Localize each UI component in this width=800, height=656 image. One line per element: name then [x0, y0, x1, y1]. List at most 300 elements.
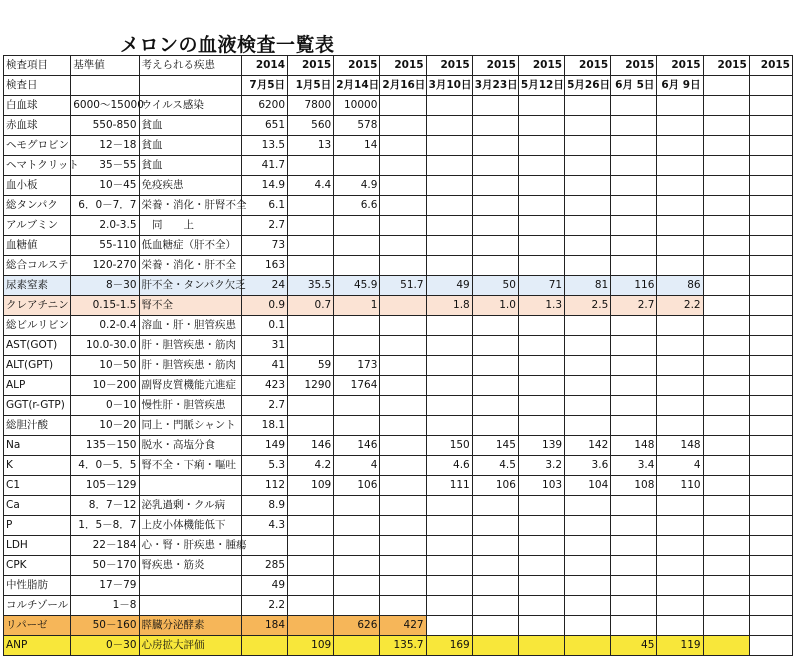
result-cell: 13	[288, 136, 334, 156]
result-cell	[472, 156, 518, 176]
table-row	[4, 136, 793, 156]
result-cell	[749, 596, 792, 616]
result-cell	[703, 156, 749, 176]
result-cell	[288, 216, 334, 236]
result-cell	[703, 616, 749, 636]
table-row	[4, 416, 793, 436]
result-cell	[472, 376, 518, 396]
result-cell	[426, 96, 472, 116]
result-cell	[749, 476, 792, 496]
result-cell	[472, 536, 518, 556]
result-cell	[288, 576, 334, 596]
standard-range: 50－160	[71, 616, 139, 636]
result-cell: 149	[241, 436, 287, 456]
test-item-name: LDH	[4, 536, 71, 556]
result-cell: 59	[288, 356, 334, 376]
result-cell	[426, 536, 472, 556]
table-row	[4, 536, 793, 556]
result-cell: 2.7	[241, 396, 287, 416]
result-cell: 119	[657, 636, 703, 656]
standard-range: 35－55	[71, 156, 139, 176]
result-cell	[657, 196, 703, 216]
test-item-name: ヘマトクリット	[4, 156, 71, 176]
result-cell	[657, 576, 703, 596]
result-cell	[241, 636, 287, 656]
test-item-name: Na	[4, 436, 71, 456]
result-cell: 2.5	[565, 296, 611, 316]
result-cell	[426, 116, 472, 136]
date-cell: 5月12日	[518, 76, 564, 96]
result-cell	[749, 276, 792, 296]
result-cell	[703, 236, 749, 256]
date-cell	[749, 76, 792, 96]
table-row	[4, 316, 793, 336]
result-cell	[703, 296, 749, 316]
result-cell	[749, 496, 792, 516]
result-cell	[749, 296, 792, 316]
result-cell	[703, 136, 749, 156]
result-cell	[749, 136, 792, 156]
table-row	[4, 176, 793, 196]
result-cell: 423	[241, 376, 287, 396]
result-cell	[703, 276, 749, 296]
result-cell	[518, 316, 564, 336]
result-cell	[565, 616, 611, 636]
standard-range: 0－10	[71, 396, 139, 416]
result-cell	[657, 136, 703, 156]
table-row	[4, 636, 793, 656]
result-cell	[611, 596, 657, 616]
result-cell: 1	[334, 296, 380, 316]
result-cell	[703, 116, 749, 136]
result-cell	[565, 176, 611, 196]
result-cell	[334, 236, 380, 256]
year-cell: 2015	[426, 56, 472, 76]
result-cell: 1.3	[518, 296, 564, 316]
result-cell	[657, 156, 703, 176]
possible-disease: 脱水・高塩分食	[139, 436, 241, 456]
result-cell	[703, 96, 749, 116]
result-cell	[426, 316, 472, 336]
result-cell	[565, 336, 611, 356]
table-row	[4, 96, 793, 116]
standard-range: 10.0-30.0	[71, 336, 139, 356]
result-cell	[334, 536, 380, 556]
result-cell: 10000	[334, 96, 380, 116]
test-item-name: ANP	[4, 636, 71, 656]
result-cell	[749, 356, 792, 376]
result-cell: 71	[518, 276, 564, 296]
table-row	[4, 396, 793, 416]
result-cell	[380, 436, 426, 456]
result-cell	[472, 336, 518, 356]
standard-range: 10－20	[71, 416, 139, 436]
result-cell	[657, 596, 703, 616]
result-cell: 651	[241, 116, 287, 136]
result-cell	[611, 136, 657, 156]
result-cell	[657, 336, 703, 356]
result-cell: 2.2	[241, 596, 287, 616]
date-cell: 6月 9日	[657, 76, 703, 96]
standard-range: 2.0-3.5	[71, 216, 139, 236]
result-cell	[565, 216, 611, 236]
result-cell	[657, 496, 703, 516]
result-cell	[472, 416, 518, 436]
possible-disease: 同上・門脈シャント	[139, 416, 241, 436]
result-cell	[380, 96, 426, 116]
result-cell	[703, 436, 749, 456]
result-cell	[380, 516, 426, 536]
result-cell	[334, 216, 380, 236]
header-test-date: 検査日	[4, 76, 71, 96]
result-cell: 24	[241, 276, 287, 296]
result-cell	[565, 136, 611, 156]
result-cell: 116	[611, 276, 657, 296]
standard-range: 1．5－8．7	[71, 516, 139, 536]
result-cell	[749, 456, 792, 476]
result-cell	[611, 556, 657, 576]
result-cell	[703, 496, 749, 516]
result-cell	[611, 376, 657, 396]
result-cell	[611, 336, 657, 356]
result-cell	[703, 196, 749, 216]
result-cell	[703, 396, 749, 416]
date-cell: 5月26日	[565, 76, 611, 96]
result-cell	[657, 316, 703, 336]
result-cell: 86	[657, 276, 703, 296]
result-cell: 109	[288, 476, 334, 496]
possible-disease: 栄養・消化・肝不全	[139, 256, 241, 276]
result-cell: 41.7	[241, 156, 287, 176]
table-row	[4, 496, 793, 516]
result-cell	[288, 536, 334, 556]
standard-range: 0.2-0.4	[71, 316, 139, 336]
result-cell	[749, 156, 792, 176]
result-cell: 142	[565, 436, 611, 456]
standard-range: 55-110	[71, 236, 139, 256]
year-cell: 2015	[472, 56, 518, 76]
year-cell: 2015	[288, 56, 334, 76]
header-row-year	[4, 56, 793, 76]
table-row	[4, 236, 793, 256]
result-cell: 103	[518, 476, 564, 496]
result-cell: 0.1	[241, 316, 287, 336]
result-cell	[611, 96, 657, 116]
test-item-name: 赤血球	[4, 116, 71, 136]
result-cell: 4.9	[334, 176, 380, 196]
result-cell	[611, 256, 657, 276]
result-cell: 104	[565, 476, 611, 496]
result-cell	[565, 556, 611, 576]
result-cell: 4.2	[288, 456, 334, 476]
standard-range: 6000～15000	[71, 96, 139, 116]
test-item-name: 血小板	[4, 176, 71, 196]
result-cell: 169	[426, 636, 472, 656]
result-cell	[703, 516, 749, 536]
result-cell: 110	[657, 476, 703, 496]
result-cell: 1.0	[472, 296, 518, 316]
result-cell: 13.5	[241, 136, 287, 156]
year-cell: 2015	[703, 56, 749, 76]
standard-range: 10－45	[71, 176, 139, 196]
result-cell	[472, 356, 518, 376]
result-cell	[241, 536, 287, 556]
possible-disease: 心房拡大評価	[139, 636, 241, 656]
result-cell	[472, 636, 518, 656]
result-cell	[611, 176, 657, 196]
result-cell	[426, 336, 472, 356]
table-row	[4, 376, 793, 396]
result-cell	[518, 156, 564, 176]
standard-range: 1－8	[71, 596, 139, 616]
result-cell	[703, 176, 749, 196]
result-cell: 146	[288, 436, 334, 456]
result-cell: 3.6	[565, 456, 611, 476]
result-cell	[657, 396, 703, 416]
result-cell: 626	[334, 616, 380, 636]
result-cell	[472, 396, 518, 416]
result-cell	[657, 256, 703, 276]
standard-range: 17－79	[71, 576, 139, 596]
result-cell	[749, 536, 792, 556]
result-cell	[565, 156, 611, 176]
result-cell	[611, 116, 657, 136]
possible-disease: 肝・胆管疾患・筋肉	[139, 356, 241, 376]
result-cell	[288, 416, 334, 436]
result-cell: 6.1	[241, 196, 287, 216]
result-cell: 111	[426, 476, 472, 496]
result-cell	[518, 536, 564, 556]
year-cell: 2015	[749, 56, 792, 76]
result-cell	[657, 376, 703, 396]
result-cell	[334, 556, 380, 576]
table-row	[4, 356, 793, 376]
date-cell: 3月10日	[426, 76, 472, 96]
result-cell: 5.3	[241, 456, 287, 476]
result-cell	[426, 556, 472, 576]
result-cell	[749, 216, 792, 236]
result-cell	[380, 556, 426, 576]
result-cell	[380, 416, 426, 436]
result-cell: 7800	[288, 96, 334, 116]
result-cell	[334, 336, 380, 356]
result-cell	[703, 476, 749, 496]
test-item-name: 総ビルリビン	[4, 316, 71, 336]
result-cell	[518, 556, 564, 576]
result-cell	[611, 196, 657, 216]
result-cell	[565, 576, 611, 596]
table-row	[4, 576, 793, 596]
test-item-name: GGT(r-GTP)	[4, 396, 71, 416]
result-cell	[472, 496, 518, 516]
possible-disease: 上皮小体機能低下	[139, 516, 241, 536]
result-cell	[611, 236, 657, 256]
test-item-name: 尿素窒素	[4, 276, 71, 296]
result-cell	[426, 516, 472, 536]
header-disease: 考えられる疾患	[139, 56, 241, 76]
result-cell	[288, 316, 334, 336]
test-item-name: CPK	[4, 556, 71, 576]
result-cell: 49	[426, 276, 472, 296]
standard-range: 10－200	[71, 376, 139, 396]
table-row	[4, 336, 793, 356]
result-cell	[334, 516, 380, 536]
date-cell: 2月16日	[380, 76, 426, 96]
result-cell	[565, 596, 611, 616]
result-cell	[611, 316, 657, 336]
result-cell	[288, 556, 334, 576]
result-cell	[334, 636, 380, 656]
result-cell	[472, 216, 518, 236]
result-cell	[426, 216, 472, 236]
result-cell	[518, 516, 564, 536]
test-item-name: K	[4, 456, 71, 476]
result-cell	[518, 596, 564, 616]
test-item-name: 総タンパク	[4, 196, 71, 216]
table-row	[4, 276, 793, 296]
header-blank	[139, 76, 241, 96]
possible-disease: 泌乳過剰・クル病	[139, 496, 241, 516]
result-cell	[472, 256, 518, 276]
result-cell	[472, 556, 518, 576]
result-cell	[426, 596, 472, 616]
result-cell: 139	[518, 436, 564, 456]
result-cell	[703, 256, 749, 276]
result-cell	[703, 416, 749, 436]
result-cell	[426, 156, 472, 176]
table-row	[4, 556, 793, 576]
result-cell	[380, 116, 426, 136]
result-cell	[426, 576, 472, 596]
result-cell	[657, 236, 703, 256]
result-cell	[657, 556, 703, 576]
possible-disease: 貧血	[139, 116, 241, 136]
result-cell	[472, 176, 518, 196]
test-item-name: P	[4, 516, 71, 536]
test-item-name: コルチゾール	[4, 596, 71, 616]
result-cell	[334, 596, 380, 616]
test-item-name: アルブミン	[4, 216, 71, 236]
possible-disease	[139, 596, 241, 616]
result-cell	[657, 616, 703, 636]
result-cell	[749, 436, 792, 456]
result-cell: 6200	[241, 96, 287, 116]
result-cell: 0.7	[288, 296, 334, 316]
result-cell	[472, 576, 518, 596]
result-cell	[426, 496, 472, 516]
standard-range: 135－150	[71, 436, 139, 456]
result-cell	[703, 336, 749, 356]
result-cell	[380, 396, 426, 416]
result-cell	[518, 376, 564, 396]
result-cell	[426, 396, 472, 416]
result-cell: 2.7	[611, 296, 657, 316]
result-cell	[657, 116, 703, 136]
result-cell	[518, 96, 564, 116]
result-cell	[426, 196, 472, 216]
table-row	[4, 436, 793, 456]
possible-disease: 腎不全	[139, 296, 241, 316]
possible-disease: 栄養・消化・肝腎不全	[139, 196, 241, 216]
result-cell: 148	[657, 436, 703, 456]
header-item: 検査項目	[4, 56, 71, 76]
result-cell	[426, 376, 472, 396]
result-cell: 285	[241, 556, 287, 576]
result-cell: 135.7	[380, 636, 426, 656]
result-cell	[749, 636, 792, 656]
result-cell	[565, 496, 611, 516]
result-cell: 0.9	[241, 296, 287, 316]
result-cell	[749, 336, 792, 356]
result-cell	[518, 496, 564, 516]
year-cell: 2015	[565, 56, 611, 76]
possible-disease	[139, 576, 241, 596]
result-cell	[749, 196, 792, 216]
result-cell	[703, 376, 749, 396]
test-item-name: ヘモグロビン	[4, 136, 71, 156]
standard-range: 50－170	[71, 556, 139, 576]
result-cell	[703, 536, 749, 556]
result-cell	[518, 176, 564, 196]
result-cell	[426, 356, 472, 376]
result-cell	[472, 596, 518, 616]
result-cell	[334, 156, 380, 176]
table-row	[4, 616, 793, 636]
test-item-name: AST(GOT)	[4, 336, 71, 356]
result-cell: 150	[426, 436, 472, 456]
result-cell	[288, 256, 334, 276]
result-cell	[565, 236, 611, 256]
result-cell	[288, 496, 334, 516]
result-cell	[749, 256, 792, 276]
result-cell	[611, 356, 657, 376]
test-item-name: 総胆汁酸	[4, 416, 71, 436]
result-cell: 4	[334, 456, 380, 476]
result-cell	[334, 316, 380, 336]
result-cell	[380, 376, 426, 396]
result-cell	[472, 96, 518, 116]
result-cell	[518, 416, 564, 436]
possible-disease: 肝・胆管疾患・筋肉	[139, 336, 241, 356]
result-cell	[380, 476, 426, 496]
result-cell	[380, 176, 426, 196]
possible-disease: 同 上	[139, 216, 241, 236]
result-cell	[380, 336, 426, 356]
result-cell	[288, 196, 334, 216]
table-row	[4, 476, 793, 496]
result-cell: 4.6	[426, 456, 472, 476]
standard-range: 0－30	[71, 636, 139, 656]
result-cell	[380, 216, 426, 236]
result-cell	[749, 116, 792, 136]
result-cell	[749, 516, 792, 536]
result-cell	[334, 496, 380, 516]
result-cell	[703, 576, 749, 596]
year-cell: 2015	[380, 56, 426, 76]
result-cell	[380, 576, 426, 596]
result-cell: 2.7	[241, 216, 287, 236]
result-cell	[380, 136, 426, 156]
result-cell	[288, 616, 334, 636]
table-row	[4, 516, 793, 536]
result-cell	[472, 516, 518, 536]
result-cell	[380, 496, 426, 516]
result-cell	[565, 416, 611, 436]
possible-disease	[139, 476, 241, 496]
result-cell: 146	[334, 436, 380, 456]
result-cell: 4.5	[472, 456, 518, 476]
result-cell	[657, 356, 703, 376]
